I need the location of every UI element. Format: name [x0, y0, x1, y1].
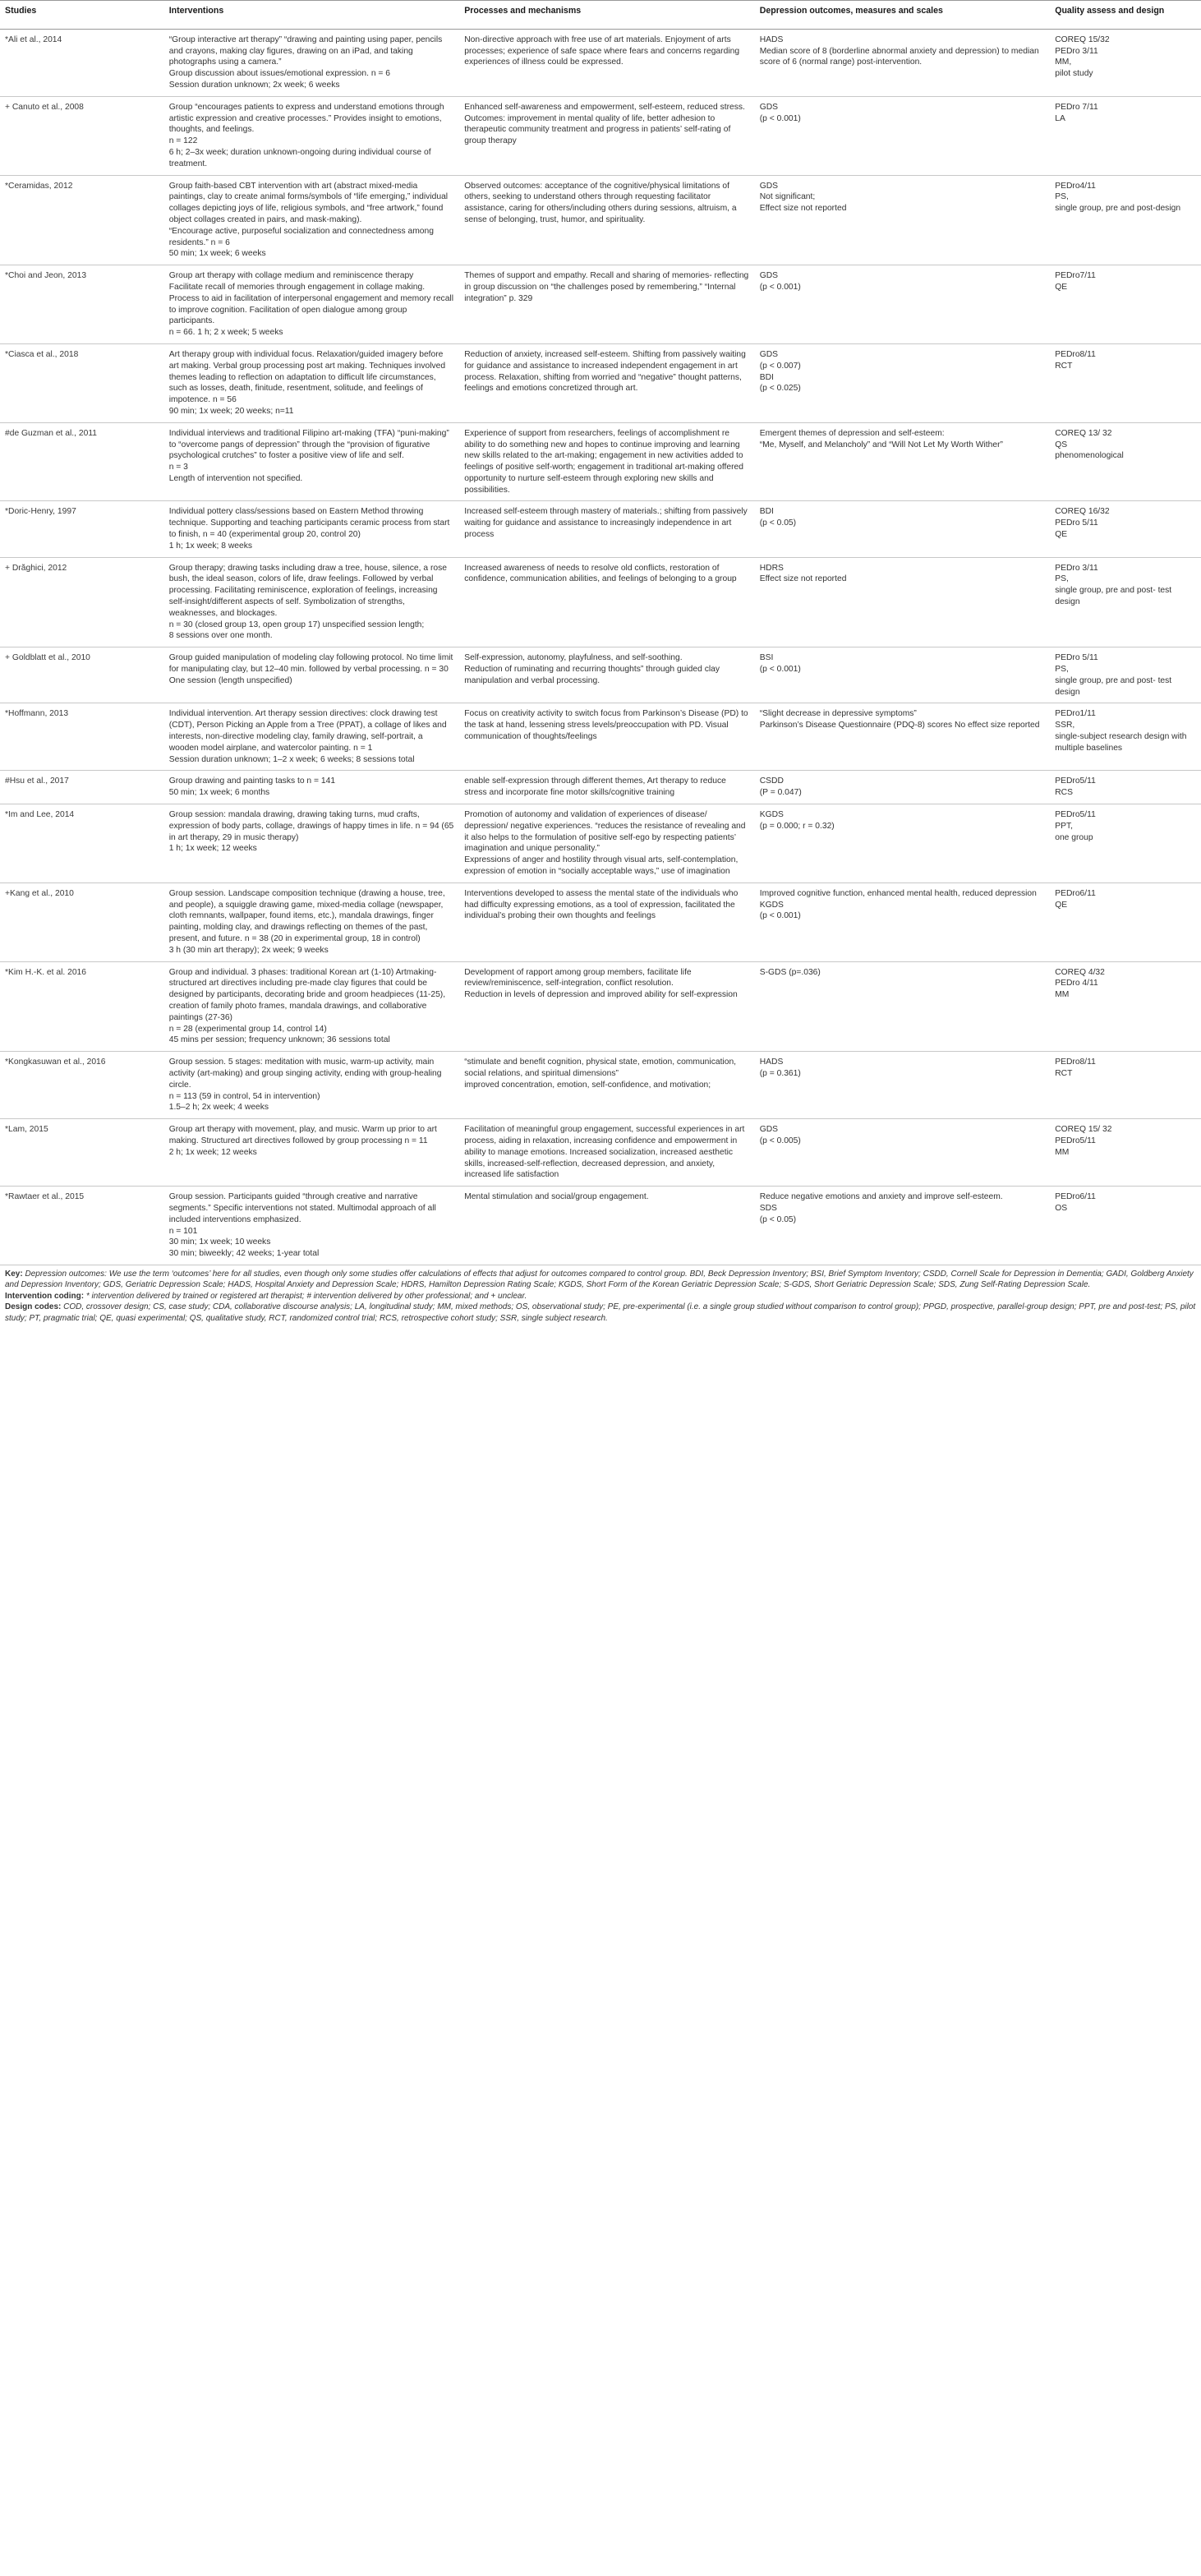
processes-cell: Promotion of autonomy and validation of experiences of disease/ depression/ negative experiences. “reduces the resistance of revealing and it also helps to the formulation of positive self-ego by respecting patients’ imagination and unique personality.” Expressions of anger and hostility through visual arts, self-contemplation, expression of emotion in “socially acceptable ways,” use of imagination — [459, 804, 755, 883]
table-row — [0, 557, 1201, 647]
interventions-cell: Group guided manipulation of modeling clay following protocol. No time limit for manipulating clay, but 12–40 min. followed by verbal processing. n = 30 One session (length unspecified) — [164, 647, 460, 703]
table-row — [0, 1119, 1201, 1187]
interventions-cell: Individual intervention. Art therapy session directives: clock drawing test (CDT), Person Picking an Apple from a Tree (PPAT), a collage of likes and interests, non-directive modeling clay, family drawing, self-portrait, a wooden model airplane, and watercolor painting. n = 1 Session duration unknown; 1–2 x week; 6 weeks; 8 sessions total — [164, 703, 460, 771]
study-cell: *Kim H.-K. et al. 2016 — [0, 961, 164, 1052]
processes-cell: Non-directive approach with free use of art materials. Enjoyment of arts processes; experience of safe space where fears and concerns regarding experiences of illness could be expressed. — [459, 29, 755, 96]
quality-cell: PEDro8/11 RCT — [1050, 343, 1201, 422]
study-cell: *Doric-Henry, 1997 — [0, 501, 164, 557]
study-cell: *Lam, 2015 — [0, 1119, 164, 1187]
outcomes-cell: CSDD (P = 0.047) — [755, 771, 1051, 804]
quality-cell: PEDro7/11 QE — [1050, 265, 1201, 344]
interventions-cell: Group drawing and painting tasks to n = 141 50 min; 1x week; 6 months — [164, 771, 460, 804]
interventions-cell: Art therapy group with individual focus. Relaxation/guided imagery before art making. Verbal group processing post art making. Techniques involved themes leading to reflection on adaptation to difficult life circumstances, such as losses, death, finitude, resentment, solitude, and feelings of impotence. n = 56 90 min; 1x week; 20 weeks; n=11 — [164, 343, 460, 422]
interventions-cell: Group art therapy with movement, play, and music. Warm up prior to art making. Structured art directives followed by group processing n = 11 2 h; 1x week; 12 weeks — [164, 1119, 460, 1187]
quality-cell: PEDro4/11 PS, single group, pre and post-design — [1050, 175, 1201, 265]
study-cell: *Kongkasuwan et al., 2016 — [0, 1052, 164, 1119]
study-cell: +Kang et al., 2010 — [0, 882, 164, 961]
header-outcomes: Depression outcomes, measures and scales — [755, 1, 1051, 30]
outcomes-cell: GDS (p < 0.005) — [755, 1119, 1051, 1187]
table-row — [0, 265, 1201, 344]
processes-cell: enable self-expression through different themes, Art therapy to reduce stress and incorporate fine motor skills/cognitive training — [459, 771, 755, 804]
quality-cell: PEDro8/11 RCT — [1050, 1052, 1201, 1119]
table-notes — [0, 1265, 1201, 1325]
outcomes-cell: HDRS Effect size not reported — [755, 557, 1051, 647]
processes-cell: Increased awareness of needs to resolve old conflicts, restoration of confidence, communication abilities, and feelings of belonging to a group — [459, 557, 755, 647]
study-cell: #Hsu et al., 2017 — [0, 771, 164, 804]
outcomes-cell: “Slight decrease in depressive symptoms” Parkinson’s Disease Questionnaire (PDQ-8) scores No effect size reported — [755, 703, 1051, 771]
table-header — [0, 1, 1201, 30]
processes-cell: Themes of support and empathy. Recall and sharing of memories- reflecting in group discussion on “the challenges posed by remembering,” “Internal integration” p. 329 — [459, 265, 755, 344]
processes-cell: Self-expression, autonomy, playfulness, and self-soothing. Reduction of ruminating and recurring thoughts” through guided clay manipulation and verbal processing. — [459, 647, 755, 703]
study-cell: *Ali et al., 2014 — [0, 29, 164, 96]
processes-cell: Facilitation of meaningful group engagement, successful experiences in art process, aiding in relaxation, increasing confidence and empowerment in ability to manage emotions. Increased socialization, increased aesthetic skills, increased-self-reflection, decreased depression, and anxiety, increased life satisfaction — [459, 1119, 755, 1187]
header-quality: Quality assess and design — [1050, 1, 1201, 30]
processes-cell: Increased self-esteem through mastery of materials.; shifting from passively waiting for guidance and assistance to increasingly independence in art process — [459, 501, 755, 557]
table-row — [0, 175, 1201, 265]
quality-cell: COREQ 13/ 32 QS phenomenological — [1050, 422, 1201, 501]
header-processes: Processes and mechanisms — [459, 1, 755, 30]
interventions-cell: Group session: mandala drawing, drawing taking turns, mud crafts, expression of body parts, collage, drawings of happy times in life. n = 94 (65 in art therapy, 29 in music therapy) 1 h; 1x week; 12 weeks — [164, 804, 460, 883]
table-body — [0, 29, 1201, 1265]
processes-cell: Observed outcomes: acceptance of the cognitive/physical limitations of others, seeking to understand others through requesting facilitator assistance, caring for others/including others during sessions, altruism, a sense of belonging, trust, humor, and spirituality. — [459, 175, 755, 265]
interventions-cell: “Group interactive art therapy” “drawing and painting using paper, pencils and crayons, making clay figures, drawing on an iPad, and taking photographs using a camera.” Group discussion about issues/emotional expression. n = 6 Session duration unknown; 2x week; 6 weeks — [164, 29, 460, 96]
outcomes-cell: BDI (p < 0.05) — [755, 501, 1051, 557]
table-row — [0, 1187, 1201, 1265]
quality-cell: PEDro6/11 OS — [1050, 1187, 1201, 1265]
processes-cell: Experience of support from researchers, feelings of accomplishment re ability to do something new and hopes to continue improving and learning new skills related to the art-making; engagement in new activities added to feelings of positive self-worth; engagement in traditional art-making offered opportunity to nurture self-esteem through exploring new skills and possibilities. — [459, 422, 755, 501]
design-text: COD, crossover design; CS, case study; CDA, collaborative discourse analysis; LA, longitudinal study; MM, mixed methods; OS, observational study; PE, pre-experimental (i.e. a single group studied without comparison to control group); PPGD, prospective, parallel-group design; PPT, pre and post-test; PS, pilot study; PT, pragmatic trial; QE, quasi experimental; QS, qualitative study, RCT, randomized control trial; RCS, retrospective cohort study; SSR, single subject research. — [5, 1302, 1196, 1323]
table-row — [0, 501, 1201, 557]
quality-cell: COREQ 4/32 PEDro 4/11 MM — [1050, 961, 1201, 1052]
study-cell: + Goldblatt et al., 2010 — [0, 647, 164, 703]
quality-cell: COREQ 16/32 PEDro 5/11 QE — [1050, 501, 1201, 557]
outcomes-cell: Emergent themes of depression and self-esteem: “Me, Myself, and Melancholy” and “Will Not Let My Worth Wither” — [755, 422, 1051, 501]
quality-cell: PEDro 3/11 PS, single group, pre and post- test design — [1050, 557, 1201, 647]
quality-cell: PEDro 5/11 PS, single group, pre and post- test design — [1050, 647, 1201, 703]
study-cell: + Drăghici, 2012 — [0, 557, 164, 647]
processes-cell: Enhanced self-awareness and empowerment, self-esteem, reduced stress. Outcomes: improvement in mental quality of life, better adhesion to therapeutic community treatment and progress in patients’ self-rating of group therapy — [459, 96, 755, 175]
processes-cell: Development of rapport among group members, facilitate life review/reminiscence, self-integration, conflict resolution. Reduction in levels of depression and improved ability for self-expression — [459, 961, 755, 1052]
processes-cell: Focus on creativity activity to switch focus from Parkinson’s Disease (PD) to the task at hand, lessening stress levels/preoccupation with PD. Visual communication of thoughts/feelings — [459, 703, 755, 771]
quality-cell: PEDro1/11 SSR, single-subject research design with multiple baselines — [1050, 703, 1201, 771]
outcomes-cell: GDS (p < 0.001) — [755, 96, 1051, 175]
quality-cell: COREQ 15/ 32 PEDro5/11 MM — [1050, 1119, 1201, 1187]
table-row — [0, 422, 1201, 501]
design-label: Design codes: — [5, 1302, 62, 1312]
interventions-cell: Group therapy; drawing tasks including draw a tree, house, silence, a rose bush, the ideal season, colors of life, draw feelings. Followed by verbal processing. Facilitating reminiscence, exploration of feelings, increasing self-insight/different aspects of self. Symbolization of strengths, weaknesses, and blockages. n = 30 (closed group 13, open group 17) unspecified session length; 8 sessions over one month. — [164, 557, 460, 647]
table-row — [0, 1052, 1201, 1119]
interventions-cell: Group “encourages patients to express and understand emotions through artistic expression and creative processes.” Provides insight to emotions, thoughts, and feelings. n = 122 6 h; 2–3x week; duration unknown-ongoing during individual course of treatment. — [164, 96, 460, 175]
key-label: Key: — [5, 1269, 23, 1279]
key-note — [5, 1269, 1196, 1291]
study-cell: + Canuto et al., 2008 — [0, 96, 164, 175]
processes-cell: “stimulate and benefit cognition, physical state, emotion, communication, social relations, and spiritual dimensions” improved concentration, emotion, self-confidence, and motivation; — [459, 1052, 755, 1119]
processes-cell: Interventions developed to assess the mental state of the individuals who had difficulty expressing emotions, as a tool of expression, facilitated the individual’s probing their own thoughts and feelings — [459, 882, 755, 961]
outcomes-cell: GDS (p < 0.007) BDI (p < 0.025) — [755, 343, 1051, 422]
interventions-cell: Individual pottery class/sessions based on Eastern Method throwing technique. Supporting and teaching participants ceramic process from start to finish, n = 40 (experimental group 20, control 20) 1 h; 1x week; 8 weeks — [164, 501, 460, 557]
interventions-cell: Group session. Landscape composition technique (drawing a house, tree, and people), a squiggle drawing game, mixed-media collage (newspaper, cloth remnants, wallpaper, found items, etc.), mandala drawings, finger painting, molding clay, and drawings reflecting on themes of the past, present, and future. n = 38 (20 in experimental group, 18 in control) 3 h (30 min art therapy); 2x week; 9 weeks — [164, 882, 460, 961]
quality-cell: COREQ 15/32 PEDro 3/11 MM, pilot study — [1050, 29, 1201, 96]
outcomes-cell: GDS (p < 0.001) — [755, 265, 1051, 344]
table-row — [0, 647, 1201, 703]
outcomes-cell: KGDS (p = 0.000; r = 0.32) — [755, 804, 1051, 883]
study-cell: *Choi and Jeon, 2013 — [0, 265, 164, 344]
key-text: Depression outcomes: We use the term ‘outcomes’ here for all studies, even though only some studies offer calculations of effects that adjust for outcomes compared to control group. BDI, Beck Depression Inventory; BSI, Brief Symptom Inventory; CSDD, Cornell Scale for Depression in Dementia; GADI, Goldberg Anxiety and Depression Inventory; GDS, Geriatric Depression Scale; HADS, Hospital Anxiety and Depression Scale; HDRS, Hamilton Depression Rating Scale; KGDS, Short Form of the Korean Geriatric Depression Scale; S-GDS, Short Geriatric Depression Scale; SDS, Zung Self-Rating Depression Scale. — [5, 1269, 1194, 1290]
header-interventions: Interventions — [164, 1, 460, 30]
processes-cell: Reduction of anxiety, increased self-esteem. Shifting from passively waiting for guidance and assistance to increased independent engagement in art process. Relaxation, shifting from worried and “negative” thought patterns, feelings and emotions concretized through art. — [459, 343, 755, 422]
table-row — [0, 343, 1201, 422]
outcomes-cell: S-GDS (p=.036) — [755, 961, 1051, 1052]
interventions-cell: Group session. 5 stages: meditation with music, warm-up activity, main activity (art-making) and group singing activity, ending with group-healing circle. n = 113 (59 in control, 54 in intervention) 1.5–2 h; 2x week; 4 weeks — [164, 1052, 460, 1119]
interventions-cell: Group session. Participants guided “through creative and narrative segments.” Specific interventions not stated. Multimodal approach of all included interventions emphasized. n = 101 30 min; 1x week; 10 weeks 30 min; biweekly; 42 weeks; 1-year total — [164, 1187, 460, 1265]
quality-cell: PEDro6/11 QE — [1050, 882, 1201, 961]
table-row — [0, 703, 1201, 771]
quality-cell: PEDro 7/11 LA — [1050, 96, 1201, 175]
design-note — [5, 1302, 1196, 1324]
outcomes-cell: HADS (p = 0.361) — [755, 1052, 1051, 1119]
table-row — [0, 882, 1201, 961]
study-cell: *Ciasca et al., 2018 — [0, 343, 164, 422]
table-row — [0, 96, 1201, 175]
study-cell: #de Guzman et al., 2011 — [0, 422, 164, 501]
interventions-cell: Group faith-based CBT intervention with art (abstract mixed-media paintings, clay to create animal forms/symbols of “life emerging,” individual collages depicting joys of life, religious symbols, and “free artwork,” found object collages created in pairs, and mask-making). “Encourage active, purposeful socialization and connectedness among residents.” n = 6 50 min; 1x week; 6 weeks — [164, 175, 460, 265]
coding-label: Intervention coding: — [5, 1291, 85, 1301]
interventions-cell: Group and individual. 3 phases: traditional Korean art (1-10) Artmaking- structured art directives including pre-made clay figures that could be designed by participants, decorating bride and groom headpieces (11-25), creation of family photo frames, mandala drawings, and collaborative paintings (27-36) n = 28 (experimental group 14, control 14) 45 mins per session; frequency unknown; 36 sessions total — [164, 961, 460, 1052]
processes-cell: Mental stimulation and social/group engagement. — [459, 1187, 755, 1265]
quality-cell: PEDro5/11 RCS — [1050, 771, 1201, 804]
quality-cell: PEDro5/11 PPT, one group — [1050, 804, 1201, 883]
study-cell: *Im and Lee, 2014 — [0, 804, 164, 883]
outcomes-cell: Reduce negative emotions and anxiety and improve self-esteem. SDS (p < 0.05) — [755, 1187, 1051, 1265]
coding-text: * intervention delivered by trained or registered art therapist; # intervention delivered by other professional; and + unclear. — [84, 1291, 527, 1301]
study-cell: *Ceramidas, 2012 — [0, 175, 164, 265]
table-row — [0, 29, 1201, 96]
header-studies: Studies — [0, 1, 164, 30]
outcomes-cell: BSI (p < 0.001) — [755, 647, 1051, 703]
study-cell: *Hoffmann, 2013 — [0, 703, 164, 771]
interventions-cell: Group art therapy with collage medium and reminiscence therapy Facilitate recall of memories through engagement in collage making. Process to aid in facilitation of interpersonal engagement and memory recall to improve cognition. Facilitation of open dialogue among group participants. n = 66. 1 h; 2 x week; 5 weeks — [164, 265, 460, 344]
studies-table — [0, 0, 1201, 1265]
outcomes-cell: GDS Not significant; Effect size not reported — [755, 175, 1051, 265]
table-row — [0, 771, 1201, 804]
study-cell: *Rawtaer et al., 2015 — [0, 1187, 164, 1265]
table-row — [0, 804, 1201, 883]
outcomes-cell: HADS Median score of 8 (borderline abnormal anxiety and depression) to median score of 6 (normal range) post-intervention. — [755, 29, 1051, 96]
interventions-cell: Individual interviews and traditional Filipino art-making (TFA) “puni-making” to “overcome pangs of depression” through the “provision of figurative psychological crutches” to foster a positive view of life and self. n = 3 Length of intervention not specified. — [164, 422, 460, 501]
coding-note — [5, 1291, 1196, 1302]
table-row — [0, 961, 1201, 1052]
outcomes-cell: Improved cognitive function, enhanced mental health, reduced depression KGDS (p < 0.001) — [755, 882, 1051, 961]
